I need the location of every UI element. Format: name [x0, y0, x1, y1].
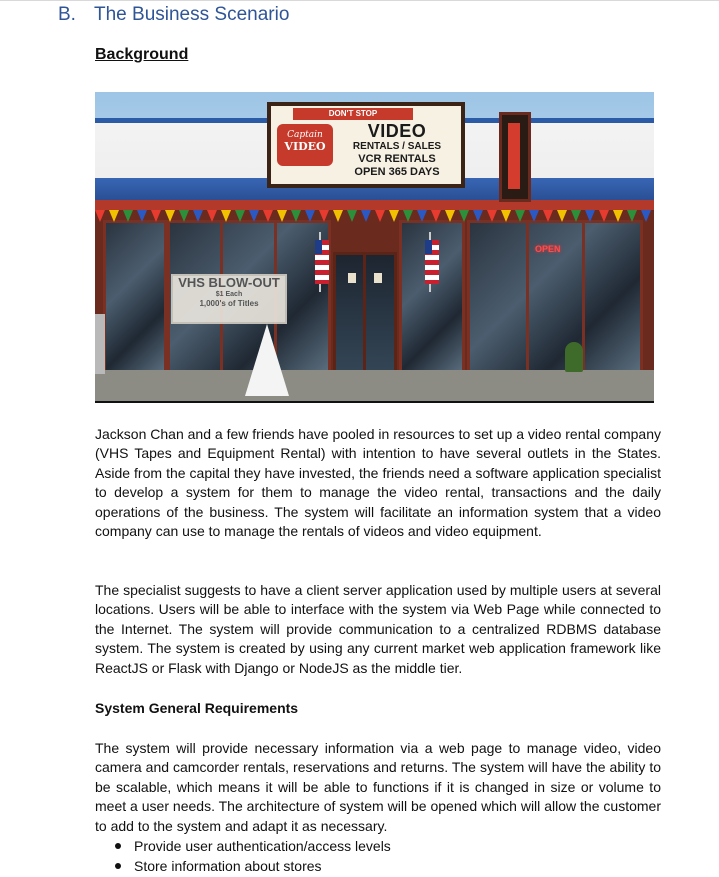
paragraph-intro: Jackson Chan and a few friends have pooled in resources to set up a video rental company (VHS Tapes and Equipment Rental) with intention to have several outlets in the States. Aside from the capital they have invested, the friends need a software application specialist to develop a system for them to manage the video rental, transactions and the daily operations of the business. The system will facilitate an information system that a video company can use to manage the rentals of videos and video equipment. [95, 426, 661, 540]
pennant-bunting [95, 208, 654, 228]
shop-window-far-left [103, 220, 167, 376]
neon-open-sign: OPEN [535, 244, 561, 254]
hanging-blade-sign [499, 112, 531, 202]
paragraph-architecture: The specialist suggests to have a client server application used by multiple users at several locations. Users will be able to interface with the system via Web Page while connected to the Internet. The system will provide communication to a centralized RDBMS database system. The system is created by using any current market web application framework like ReactJS or Flask with Django or NodeJS as the middle tier. [95, 582, 661, 676]
top-divider [0, 0, 719, 1]
list-item: Store information about stores [95, 856, 391, 876]
paragraph-requirements: The system will provide necessary information via a web page to manage video, video camera and camcorder rentals, reservations and returns. The system will have the ability to be scalable, which means it will be able to functions if it is changed in size or volume to meet a user needs. The architecture of system will be opened which will allow the customer to add to the system and adapt it as necessary. [95, 740, 661, 834]
storefront-photo [95, 92, 654, 403]
list-item: Provide user authentication/access levels [95, 836, 391, 856]
section-heading [58, 4, 289, 26]
sign-text: VIDEO RENTALS / SALES VCR RENTALS OPEN 365 DAYS [352, 121, 442, 178]
sidewalk-post [95, 314, 105, 374]
requirements-list [95, 836, 391, 876]
bullet-icon [115, 843, 121, 849]
vhs-blowout-window-sign: VHS BLOW-OUT $1 Each 1,000's of Titles [171, 274, 287, 324]
captain-video-logo: Captain VIDEO [277, 124, 333, 166]
store-main-sign [267, 102, 465, 188]
shop-door [333, 252, 397, 388]
section-title: The Business Scenario [94, 4, 290, 25]
background-heading: Background [95, 46, 189, 63]
american-flag-right [425, 240, 439, 284]
section-number: B. [58, 4, 76, 25]
bullet-icon [115, 863, 121, 869]
sign-top-tag: DON'T STOP [293, 108, 413, 120]
american-flag-left [315, 240, 329, 284]
requirements-heading: System General Requirements [95, 700, 299, 716]
sidewalk-a-frame-sign [245, 324, 289, 396]
sidewalk [95, 370, 654, 401]
potted-plant [565, 342, 583, 372]
